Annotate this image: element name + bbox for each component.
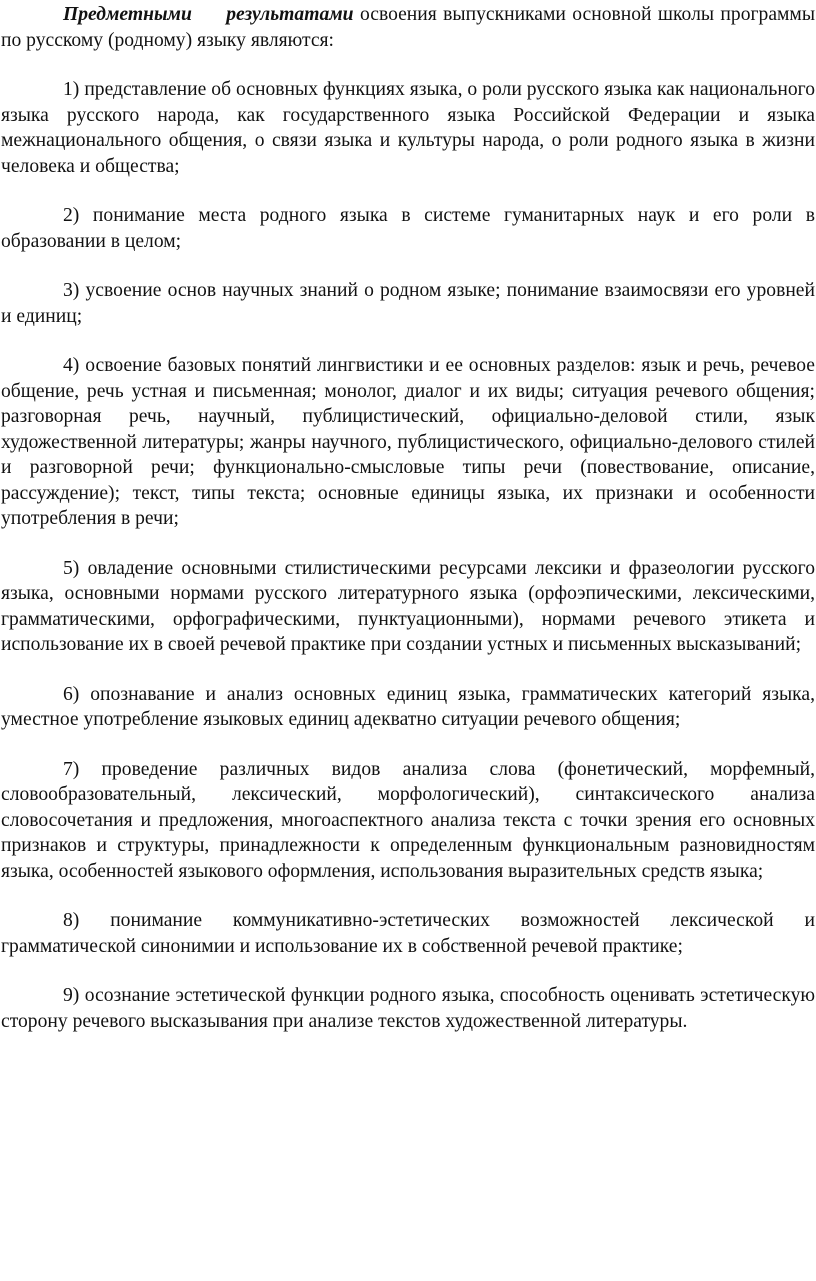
item-text: овладение основными стилистическими ресурсами лексики и фразеологии русского языка, основными нормами русского литературного языка (орфоэпическими, лексическими, грамматическими, орфографическими, пунктуационными), нормами речевого этикета и использование их в своей речевой практике при создании устных и письменных высказываний; xyxy=(1,557,816,655)
item-number: 5) xyxy=(63,557,80,579)
list-item-1 xyxy=(1,77,815,179)
intro-paragraph xyxy=(1,2,815,53)
item-text: понимание коммуникативно-эстетических возможностей лексической и грамматической синонимии и использование их в собственной речевой практике; xyxy=(1,910,816,957)
list-item-9 xyxy=(1,983,815,1034)
list-item-5 xyxy=(1,556,815,658)
item-text: осознание эстетической функции родного языка, способность оценивать эстетическую сторону речевого высказывания при анализе текстов художественной литературы. xyxy=(1,985,816,1032)
item-number: 2) xyxy=(63,205,80,226)
item-number: 1) xyxy=(63,79,80,100)
list-item-6 xyxy=(1,682,815,733)
list-item-2 xyxy=(1,203,815,254)
item-text: освоение базовых понятий лингвистики и ее основных разделов: язык и речь, речевое общение, речь устная и письменная; монолог, диалог и их виды; ситуация речевого общения; разговорная речь, научный, публицистический, официально-деловой стили, язык художественной литературы; жанры научного, публицистического, официально-делового стилей и разговорной речи; функционально-смысловые типы речи (повествование, описание, рассуждение); текст, типы текста; основные единицы языка, их признаки и особенности употребления в речи; xyxy=(1,355,815,529)
item-text: представление об основных функциях языка, о роли русского языка как национального языка русского народа, как государственного языка Российской Федерации и языка межнационального общения, о связи языка и культуры народа, о роли родного языка в жизни человека и общества; xyxy=(1,79,815,177)
item-text: опознавание и анализ основных единиц языка, грамматических категорий языка, уместное употребление языковых единиц адекватно ситуации речевого общения; xyxy=(1,683,815,730)
item-number: 6) xyxy=(63,683,80,705)
item-text: усвоение основ научных знаний о родном языке; понимание взаимосвязи его уровней и единиц; xyxy=(1,280,815,327)
item-number: 8) xyxy=(63,910,80,931)
list-item-3 xyxy=(1,278,815,329)
item-number: 4) xyxy=(63,355,80,376)
item-number: 9) xyxy=(63,985,80,1006)
intro-lead: Предметными результатами xyxy=(63,4,354,25)
list-item-7 xyxy=(1,757,815,885)
item-number: 3) xyxy=(63,280,80,301)
item-number: 7) xyxy=(63,758,80,780)
intro-text: освоения выпускниками основной школы программы по русскому (родному) языку являются: xyxy=(1,4,815,51)
item-text: проведение различных видов анализа слова (фонетический, морфемный, словообразовательный, лексический, морфологический), синтаксического анализа словосочетания и предложения, многоаспектного анализа текста с точки зрения его основных признаков и структуры, принадлежности к определенным функциональным разновидностям языка, особенностей языкового оформления, использования выразительных средств языка; xyxy=(1,758,815,882)
list-item-8 xyxy=(1,908,815,959)
item-text: понимание места родного языка в системе гуманитарных наук и его роли в образовании в целом; xyxy=(1,205,815,252)
list-item-4 xyxy=(1,353,815,532)
